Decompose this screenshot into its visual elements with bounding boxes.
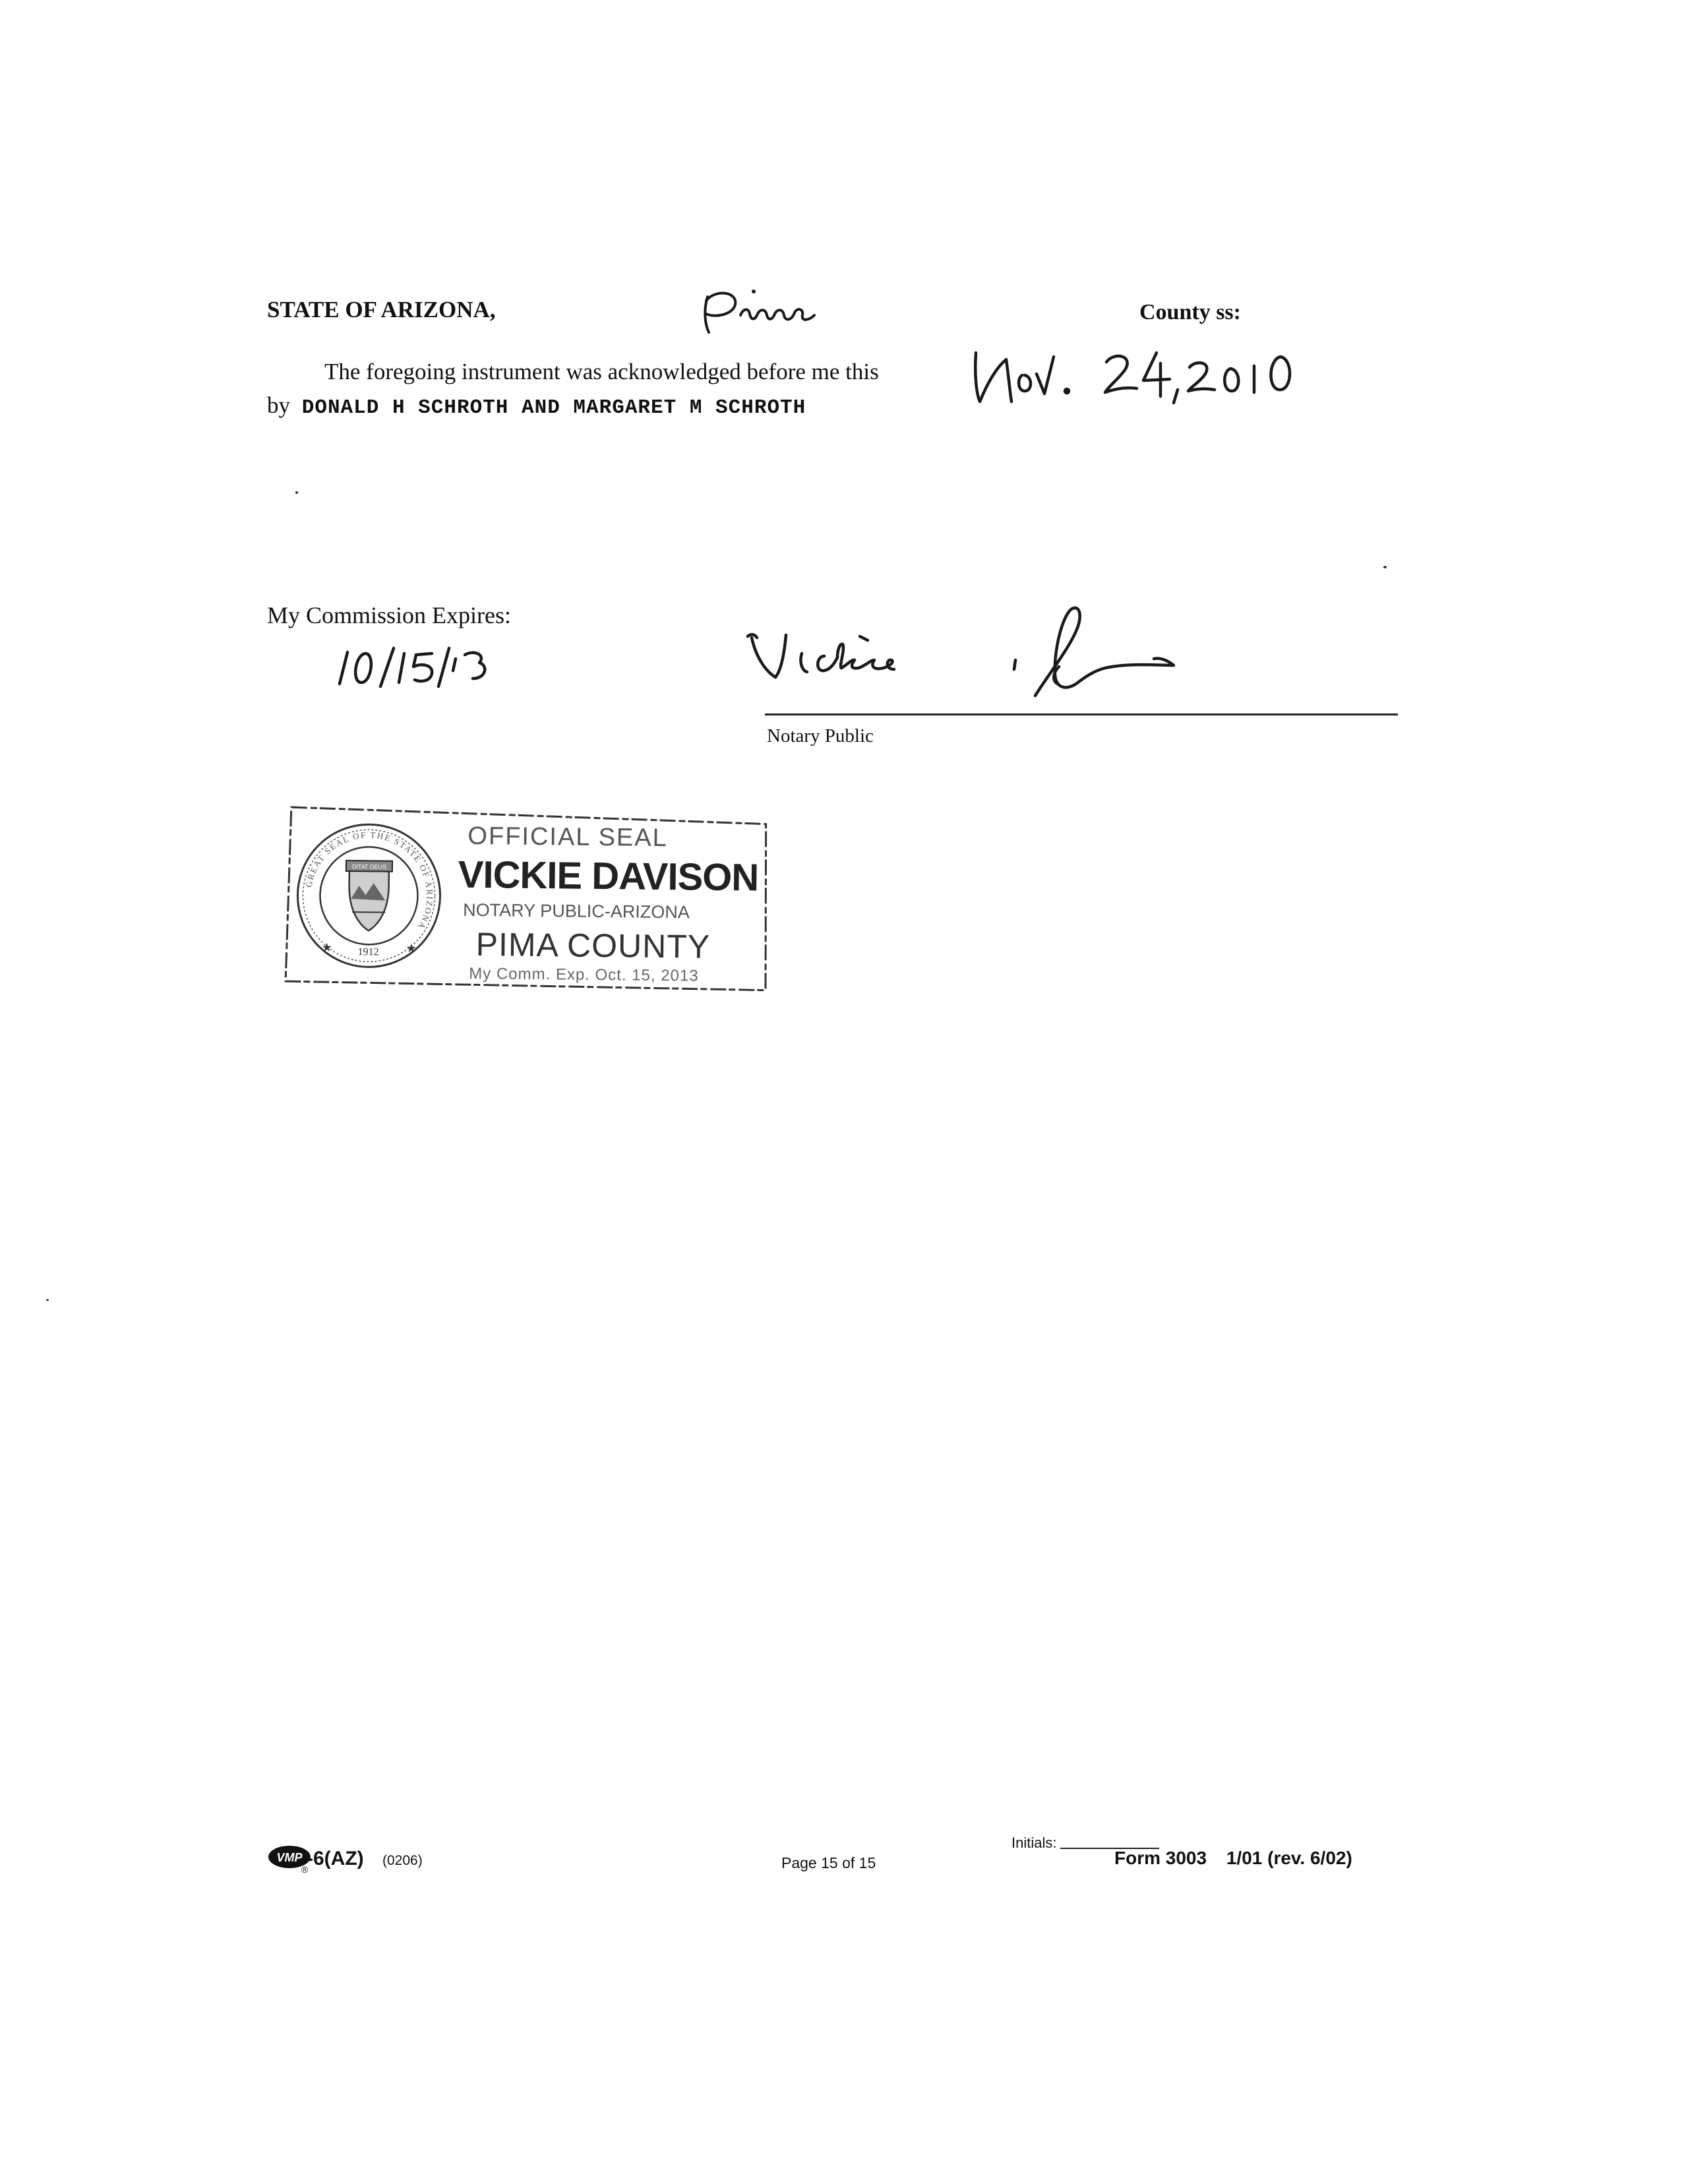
acknowledgment-sentence: The foregoing instrument was acknowledged before me this: [324, 359, 879, 384]
svg-text:1912: 1912: [357, 946, 379, 958]
seal-line-name: VICKIE DAVISON: [458, 853, 759, 899]
seal-line-county: PIMA COUNTY: [475, 926, 711, 965]
seal-line-official: OFFICIAL SEAL: [467, 822, 668, 853]
signature-line: [765, 713, 1398, 715]
scan-speck: [46, 1299, 49, 1301]
county-label: County ss:: [1139, 300, 1241, 324]
form-code-small: (0206): [382, 1853, 423, 1868]
acknowledgment-date-handwritten: [969, 333, 1312, 419]
scan-speck: [1383, 566, 1387, 568]
notary-caption: Notary Public: [767, 725, 874, 746]
arizona-state-seal-emblem: [292, 819, 445, 972]
commission-label: My Commission Expires:: [267, 602, 512, 628]
svg-text:DITAT DEUS: DITAT DEUS: [351, 863, 386, 870]
scan-speck: [295, 491, 298, 494]
page-number: Page 15 of 15: [781, 1854, 876, 1871]
parties-names: DONALD H SCHROTH AND MARGARET M SCHROTH: [301, 396, 806, 419]
notary-signature: [738, 597, 1200, 712]
seal-line-title: NOTARY PUBLIC-ARIZONA: [463, 899, 690, 923]
parties-line: [267, 392, 806, 419]
svg-text:GREAT SEAL OF THE STATE OF ARI: GREAT SEAL OF THE STATE OF ARIZONA: [303, 830, 435, 932]
form-date: 1/01 (rev. 6/02): [1226, 1848, 1352, 1868]
county-handwritten: [689, 277, 841, 343]
by-prefix: by: [267, 392, 290, 418]
initials-label: Initials:: [1011, 1835, 1057, 1851]
form-name: [1114, 1848, 1352, 1869]
svg-text:★: ★: [321, 940, 332, 954]
notary-seal-stamp: [283, 799, 773, 996]
form-code: -6(AZ): [307, 1848, 364, 1869]
svg-text:★: ★: [406, 941, 417, 956]
svg-text:®: ®: [301, 1864, 309, 1873]
svg-text:VMP: VMP: [276, 1851, 303, 1864]
form-number: Form 3003: [1114, 1848, 1207, 1868]
seal-line-expiration: My Comm. Exp. Oct. 15, 2013: [469, 964, 699, 985]
commission-date-handwritten: [333, 643, 504, 696]
state-label: STATE OF ARIZONA,: [267, 297, 496, 322]
